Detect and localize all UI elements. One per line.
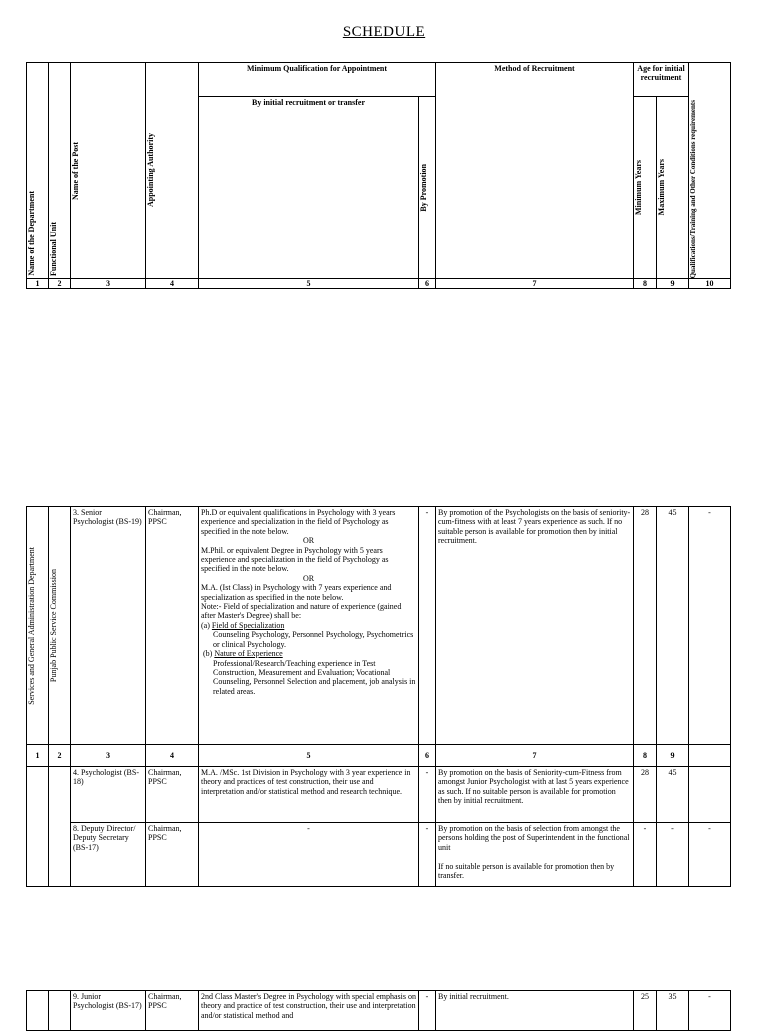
page-title: SCHEDULE (342, 24, 426, 40)
header-by-promotion: By Promotion (419, 97, 436, 279)
min-age-cell: - (634, 823, 657, 887)
authority-cell: Chairman, PPSC (146, 991, 199, 1031)
table-row (27, 767, 731, 823)
qualification-cell: Ph.D or equivalent qualifications in Psychology with 3 years experience and specialization in the field of Psychology as specified in the note below. OR M.Phil. or equivalent Degree in Psychology with 5 years experience and specialization in the field of Psychology as specified in the note below. OR M.A. (Ist Class) in Psychology with 7 years experience and specialization as specified in the note below. Note:- Field of specialization and nature of experience (gained after Master's Degree) shall be: (a) Field of Specialization Counseling Psychology, Personnel Psychology, Psychometrics or clinical Psychology. (b) Nature of Experience Professional/Research/Teaching experience in Test Construction, Measurement and Evaluation; Vocational Counseling, Personnel Selection and placement, job analysis in related areas. (199, 507, 419, 745)
senior-psychologist-table (26, 506, 731, 887)
max-age-cell: - (657, 823, 689, 887)
method-cell: By promotion on the basis of Seniority-cum-Fitness from amongst Junior Psychologist with at last 5 years experience as such. If no suitable person is available for promotion then by initial recruitment. (436, 767, 634, 823)
other-cell: - (689, 991, 731, 1031)
header-age: Age for initial recruitment (634, 63, 689, 97)
post-cell: 8. Deputy Director/ Deputy Secretary (BS-17) (71, 823, 146, 887)
header-other-conditions: Qualifications/Training and Other Conditions requirements (689, 63, 731, 279)
max-age-cell: 45 (657, 507, 689, 745)
header-functional-unit: Functional Unit (49, 63, 71, 279)
method-cell: By initial recruitment. (436, 991, 634, 1031)
column-numbers-row: 1 2 3 4 5 6 7 8 9 10 (27, 279, 731, 289)
promotion-cell: - (419, 991, 436, 1031)
table-row (27, 507, 731, 745)
authority-cell: Chairman, PPSC (146, 767, 199, 823)
header-department: Name of the Department (27, 63, 49, 279)
method-cell: By promotion on the basis of selection from amongst the persons holding the post of Superintendent in the functional unit If no suitable person is available for promotion then by transfer. (436, 823, 634, 887)
schedule-header-table (26, 62, 731, 289)
header-method: Method of Recruitment (436, 63, 634, 279)
post-cell: 9. Junior Psychologist (BS-17) (71, 991, 146, 1031)
qualification-cell: M.A. /MSc. 1st Division in Psychology with 3 year experience in theory and practices of test construction, their use and interpretation and/or statistical method and research technique. (199, 767, 419, 823)
other-cell: - (689, 507, 731, 745)
table-row (27, 823, 731, 887)
functional-unit-cell: Punjab Public Service Commission (49, 507, 71, 745)
min-age-cell: 28 (634, 767, 657, 823)
method-cell: By promotion of the Psychologists on the basis of seniority-cum-fitness with at least 7 years experience as such. If no suitable person is available for promotion then by initial recruitment. (436, 507, 634, 745)
authority-cell: Chairman, PPSC (146, 507, 199, 745)
department-cell: Services and General Administration Department (27, 507, 49, 745)
table-row (27, 991, 731, 1031)
authority-cell: Chairman, PPSC (146, 823, 199, 887)
post-cell: 3. Senior Psychologist (BS-19) (71, 507, 146, 745)
max-age-cell: 35 (657, 991, 689, 1031)
header-authority: Appointing Authority (146, 63, 199, 279)
min-age-cell: 25 (634, 991, 657, 1031)
other-cell (689, 767, 731, 823)
max-age-cell: 45 (657, 767, 689, 823)
header-min-years: Minimum Years (634, 97, 657, 279)
header-max-years: Maximum Years (657, 97, 689, 279)
post-cell: 4. Psychologist (BS-18) (71, 767, 146, 823)
header-by-initial: By initial recruitment or transfer (199, 97, 419, 279)
qualification-cell: 2nd Class Master's Degree in Psychology with special emphasis on theory and practice of test construction, their use and interpretation and/or statistical method and (199, 991, 419, 1031)
min-age-cell: 28 (634, 507, 657, 745)
header-min-qualification: Minimum Qualification for Appointment (199, 63, 436, 97)
column-numbers-row: 1 2 3 4 5 6 7 8 9 (27, 745, 731, 767)
other-cell: - (689, 823, 731, 887)
promotion-cell: - (419, 823, 436, 887)
promotion-cell: - (419, 507, 436, 745)
promotion-cell: - (419, 767, 436, 823)
header-post: Name of the Post (71, 63, 146, 279)
junior-psychologist-table (26, 990, 731, 1031)
qualification-cell: - (199, 823, 419, 887)
